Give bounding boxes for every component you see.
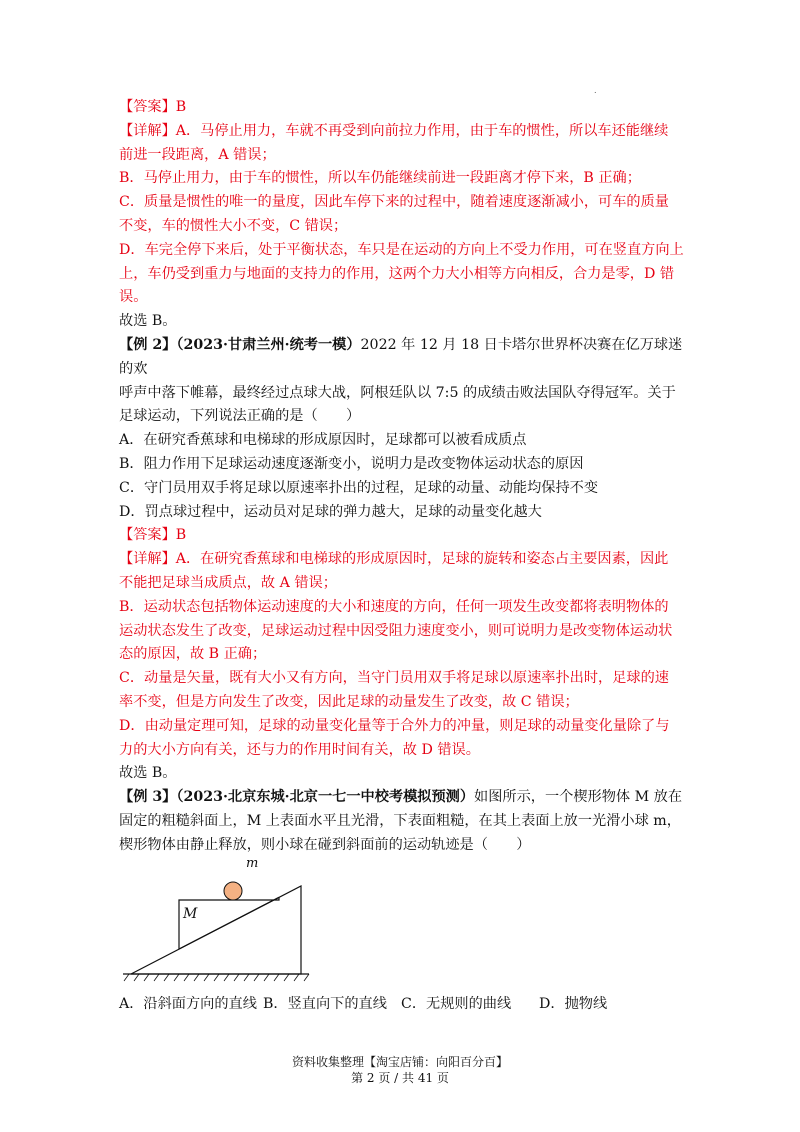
ex2-tag: 【例 2】（2023·甘肃兰州·统考一模） [119, 336, 361, 353]
wedge-diagram [119, 860, 319, 988]
ex2-option-d: D．罚点球过程中，运动员对足球的弹力越大，足球的动量变化越大 [119, 503, 542, 520]
ex1-explain-line: C．质量是惯性的唯一的量度，因此车停下来的过程中，随着速度逐渐减小，可车的质量 [119, 194, 669, 211]
ex2-option-a: A．在研究香蕉球和电梯球的形成原因时，足球都可以被看成质点 [119, 432, 527, 449]
ex3-question-first: 如图所示，一个楔形物体 M 放在 [474, 789, 683, 806]
ex3-options [119, 992, 684, 1016]
label-M: M [183, 905, 198, 922]
ex2-option-c: C．守门员用双手将足球以原速率扑出的过程，足球的动量、动能均保持不变 [119, 479, 599, 496]
ex3-option-d: D．抛物线 [539, 995, 608, 1012]
ex2-explain-line: B．运动状态包括物体运动速度的大小和速度的方向，任何一项发生改变都将表明物体的 [119, 598, 669, 615]
ex2-option-b: B．阻力作用下足球运动速度逐渐变小，说明力是改变物体运动状态的原因 [119, 455, 584, 472]
ex3-option-a: A．沿斜面方向的直线 [119, 995, 257, 1012]
ex2-explain-line: 力的大小方向有关，还与力的作用时间有关，故 D 错误。 [119, 741, 480, 758]
ex2-explain-line: 【详解】A．在研究香蕉球和电梯球的形成原因时，足球的旋转和姿态占主要因素，因此 [119, 551, 669, 568]
ex1-explain-line: B．马停止用力，由于车的惯性，所以车仍能继续前进一段距离才停下来，B 正确； [119, 170, 641, 187]
footer-page-number: 第 2 页 / 共 41 页 [351, 1071, 449, 1085]
ex3-option-b: B．竖直向下的直线 [263, 995, 387, 1012]
ex2-explain-line: C．动量是矢量，既有大小又有方向，当守门员用双手将足球以原速率扑出时，足球的速 [119, 670, 669, 687]
wedge-figure [119, 855, 684, 988]
ex1-explain-line: 前进一段距离，A 错误； [119, 146, 276, 163]
ex3-option-c: C．无规则的曲线 [401, 995, 512, 1012]
ex2-explain-line: 态的原因，故 B 正确； [119, 646, 267, 663]
label-m: m [246, 855, 259, 871]
ex1-answer: 【答案】B [119, 99, 187, 115]
ex1-conclusion: 故选 B。 [119, 313, 177, 330]
ex3-tag: 【例 3】（2023·北京东城·北京一七一中校考模拟预测） [119, 789, 475, 806]
ex2-question-first: 2022 年 12 月 18 日卡塔尔世界杯决赛在亿万球迷的欢 [119, 336, 683, 377]
ball-m [224, 882, 242, 900]
ex1-explain-line: 上，车仍受到重力与地面的支持力的作用，这两个力大小相等方向相反，合力是零，D 错 [119, 265, 675, 282]
ex2-conclusion: 故选 B。 [119, 765, 177, 782]
page-content [119, 96, 684, 1016]
ex1-explain-line: 【详解】A．马停止用力，车就不再受到向前拉力作用，由于车的惯性，所以车还能继续 [119, 122, 669, 139]
ex1-explain-line: 误。 [119, 289, 148, 306]
ex1-explain-line: D．车完全停下来后，处于平衡状态，车只是在运动的方向上不受力作用，可在竖直方向上 [119, 241, 684, 258]
ex3-question [119, 786, 684, 810]
ex2-question [119, 334, 684, 382]
ex2-question-line: 足球运动，下列说法正确的是（ ） [119, 408, 361, 425]
footer-source: 资料收集整理【淘宝店铺：向阳百分百】 [291, 1055, 508, 1069]
page-dot: . [594, 86, 597, 95]
ex2-answer: 【答案】B [119, 527, 187, 544]
ground-hatching [124, 974, 309, 981]
ex2-explain-line: D．由动量定理可知，足球的动量变化量等于合外力的冲量，则足球的动量变化量除了与 [119, 717, 670, 734]
ex2-explain-line: 运动状态发生了改变，足球运动过程中因受阻力速度变小，则可说明力是改变物体运动状 [119, 622, 673, 639]
ex3-question-line: 楔形物体由静止释放，则小球在碰到斜面前的运动轨迹是（ ） [119, 836, 531, 853]
ex2-explain-line: 率不变，但是方向发生了改变，因此足球的动量发生了改变，故 C 错误； [119, 693, 579, 710]
ex3-question-line: 固定的粗糙斜面上，M 上表面水平且光滑，下表面粗糙，在其上表面上放一光滑小球 m， [119, 812, 681, 829]
ex2-question-line: 呼声中落下帷幕，最终经过点球大战，阿根廷队以 7:5 的成绩击败法国队夺得冠军。关于 [119, 384, 676, 401]
ex1-explain-line: 不变，车的惯性大小不变，C 错误； [119, 217, 348, 234]
ex2-explain-line: 不能把足球当成质点，故 A 错误； [119, 574, 337, 591]
